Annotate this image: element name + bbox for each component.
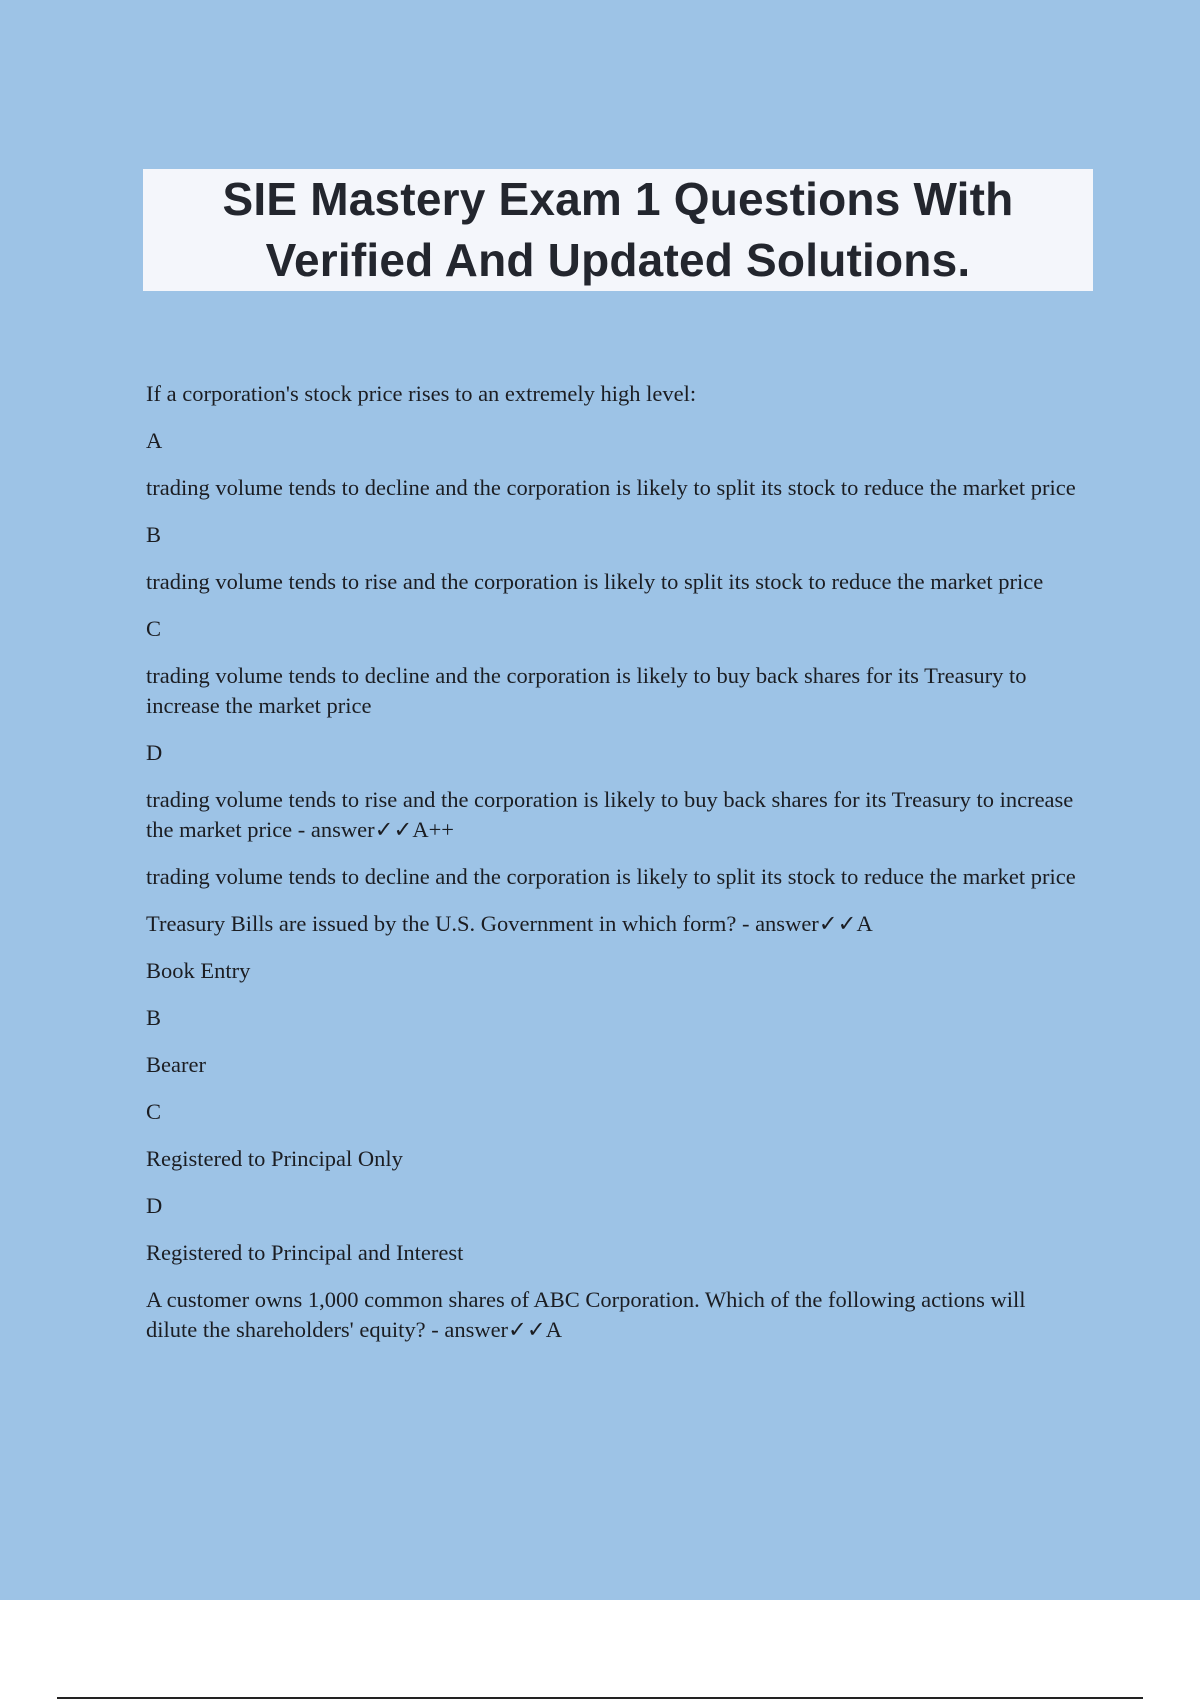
option-text-c: trading volume tends to decline and the corporation is likely to buy back shares for its Treasury to increase the market price	[146, 663, 1027, 718]
q2-option-label-b: B	[146, 1005, 162, 1030]
option-text-a: trading volume tends to decline and the corporation is likely to split its stock to reduce the market price	[146, 475, 1076, 500]
q2-option-b-text: Bearer	[146, 1052, 206, 1077]
answer-explanation: trading volume tends to decline and the corporation is likely to split its stock to reduce the market price	[146, 864, 1076, 889]
document-body	[146, 379, 1076, 1362]
option-label-a: A	[146, 428, 163, 453]
page-title	[223, 169, 1014, 291]
q2-option-label-c: C	[146, 1099, 162, 1124]
footer-divider	[57, 1697, 1143, 1699]
q2-option-c-text: Registered to Principal Only	[146, 1146, 403, 1171]
title-line-1: SIE Mastery Exam 1 Questions With	[222, 173, 1014, 225]
option-text-d-answer: trading volume tends to rise and the corporation is likely to buy back shares for its Treasury to increase the market price - answer✓✓A++	[146, 787, 1074, 842]
q2-option-d-text: Registered to Principal and Interest	[146, 1240, 464, 1265]
option-label-d: D	[146, 740, 163, 765]
option-label-c: C	[146, 616, 162, 641]
question-3-stem: A customer owns 1,000 common shares of ABC Corporation. Which of the following actions will dilute the shareholders' equity? - answer✓✓A	[146, 1287, 1026, 1342]
q2-option-label-d: D	[146, 1193, 163, 1218]
q2-option-a-text: Book Entry	[146, 958, 251, 983]
option-label-b: B	[146, 522, 162, 547]
question-2-stem: Treasury Bills are issued by the U.S. Government in which form? - answer✓✓A	[146, 911, 873, 936]
title-banner	[143, 169, 1093, 291]
question-1-stem: If a corporation's stock price rises to an extremely high level:	[146, 381, 697, 406]
option-text-b: trading volume tends to rise and the corporation is likely to split its stock to reduce the market price	[146, 569, 1044, 594]
title-line-2: Verified And Updated Solutions.	[265, 234, 971, 286]
